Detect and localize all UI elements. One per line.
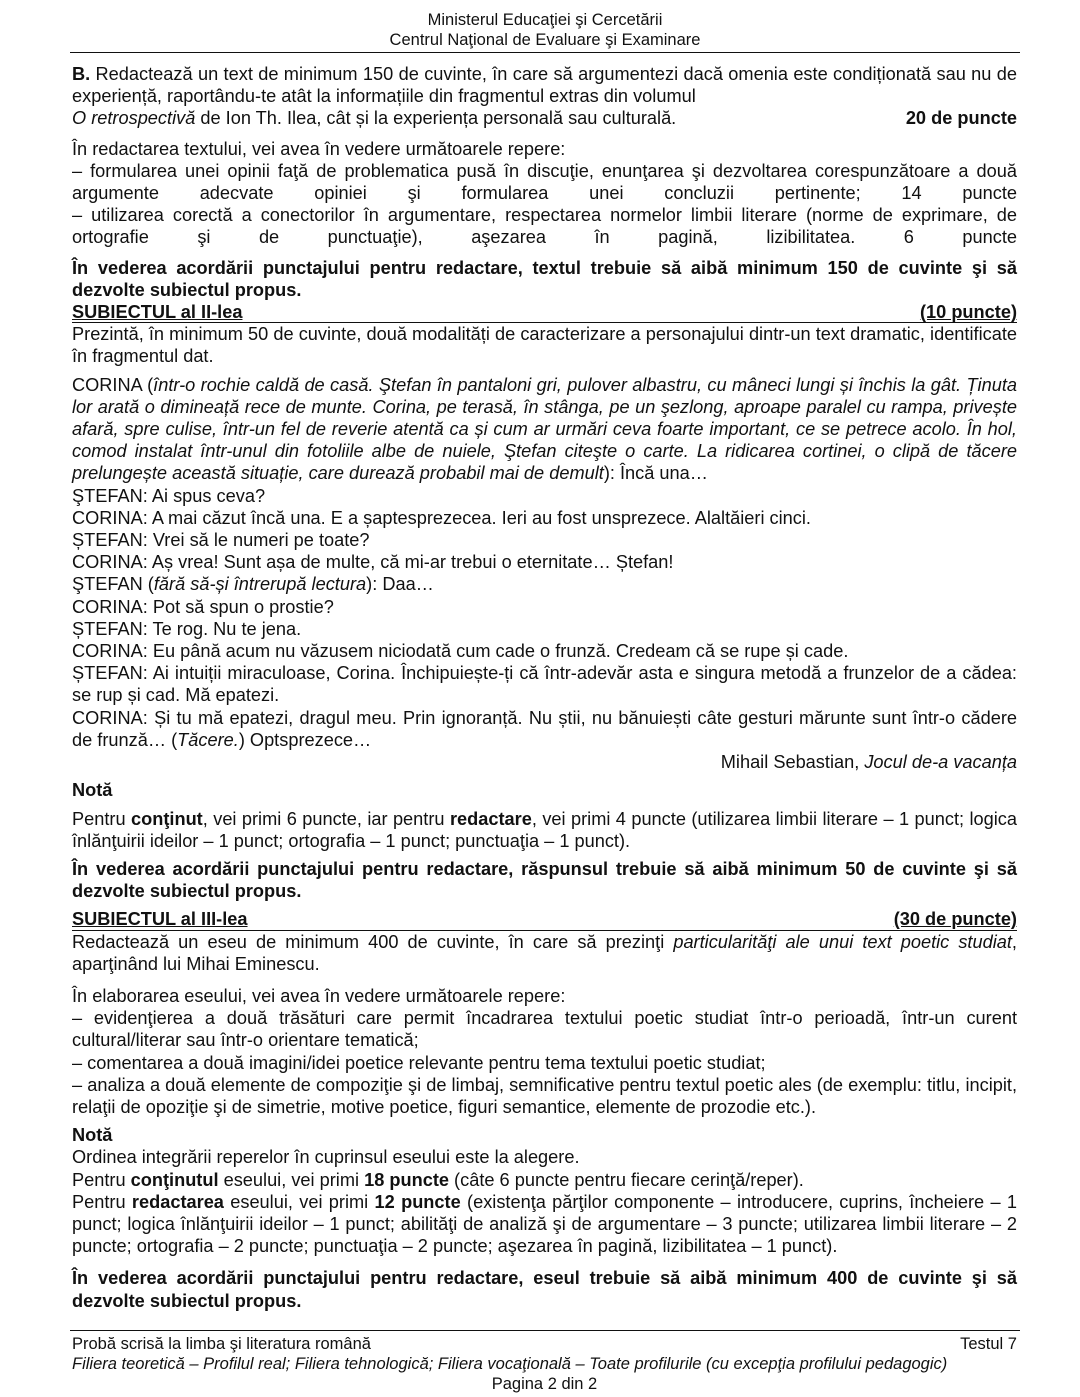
section-b-label: B.: [72, 64, 91, 84]
subject2-points: (10 puncte): [919, 302, 1017, 323]
section-b-item2: [72, 204, 1017, 248]
footer-row: [72, 1334, 1017, 1354]
page-footer: [72, 1334, 1017, 1394]
fragment-source: [72, 751, 1017, 773]
note-bold: redactare: [449, 808, 532, 829]
stage-direction: fără să-și întrerupă lectura: [153, 574, 367, 595]
note-bold: 18 puncte: [364, 1169, 449, 1190]
source-author: Mihail Sebastian,: [720, 752, 865, 773]
note-text: (câte 6 puncte pentru fiecare cerinţă/reper).: [449, 1169, 804, 1190]
subject3-note3: [72, 1191, 1017, 1258]
subject2-task: Prezintă, în minimum 50 de cuvinte, două modalități de caracterizare a personajului dintr-un text dramatic, identificate în fragmentul dat.: [72, 324, 1017, 367]
dialogue-line-5: CORINA: Aș vrea! Sunt așa de multe, că mi-ar trebui o eternitate… Ștefan!: [72, 552, 674, 573]
dialogue-text: CORINA: Și tu mă epatezi, dragul meu. Prin ignoranță. Nu știi, nu bănuiești câte gesturi mărunte sunt într-o cădere de frunză… (: [72, 707, 1017, 750]
note-text: eseului, vei primi: [223, 1191, 375, 1212]
task-text: Redactează un eseu de minimum 400 de cuvinte, în care să prezinţi: [72, 931, 674, 952]
dialogue-text: ) Optsprezece…: [238, 729, 372, 750]
dialogue-line-4: ȘTEFAN: Vrei să le numeri pe toate?: [72, 530, 370, 551]
note-text: Pentru: [72, 1169, 131, 1190]
dialogue-line-6: [72, 573, 1017, 595]
subject3-points: (30 de puncte): [893, 909, 1017, 930]
subject3-note-title: Notă: [72, 1125, 113, 1146]
work-author-text: de Ion Th. Ilea, cât și la experiența personală sau culturală.: [195, 108, 677, 129]
dialogue-line-2: ŞTEFAN: Ai spus ceva?: [72, 485, 266, 506]
section-b-item1-text: – formularea unei opinii faţă de problematica pusă în discuţie, enunţarea şi dezvoltarea corespunzătoare a două argumente adecvate opiniei şi formularea unei concluzii pertinente;: [72, 160, 1017, 204]
note-bold: conţinutul: [130, 1169, 219, 1190]
section-b-task-end: [72, 107, 1017, 129]
section-b-item2-text: – utilizarea corectă a conectorilor în argumentare, respectarea normelor limbii literare (norme de exprimare, de ortografie şi de punctuaţie), aşezarea în pagină, lizibilitatea.: [72, 205, 1017, 248]
task-text: , aparţinând lui Mihai Eminescu.: [72, 931, 1017, 974]
dialogue-line-11: [72, 707, 1017, 751]
note-bold: 12 puncte: [374, 1191, 461, 1212]
footer-rule: [70, 1330, 1020, 1331]
subject2-heading: [72, 301, 1017, 323]
dialogue-line-9: CORINA: Eu până acum nu văzusem niciodată cum cade o frunză. Credeam că se rupe și cade.: [72, 641, 849, 662]
section-b-item2-points: 6 puncte: [903, 227, 1017, 248]
stage-direction: într-o rochie caldă de casă. Ştefan în pantaloni gri, pulover albastru, cu mâneci lungi și închis la gât. Ținuta lor arată o dimineață rece de munte. Corina, pe terasă, în stânga, pe un şezlong, aproape paralel cu rampa, privește afară, spre culise, într-un fel de reverie atentă ca și cum ar urmări ceva foarte important, ce se petrece acolo. În hol, comod instalat într-unul din fotoliile albe de nuiele, Ştefan citeşte o carte. La ridicarea cortinei, o clipă de tăcere prelungește această situație, care durează probabil mai de demult: [72, 374, 1017, 484]
footer-page-number: Pagina 2 din 2: [491, 1375, 598, 1393]
stage-direction: Tăcere.: [177, 729, 239, 750]
section-b-text: Redactează un text de minimum 150 de cuvinte, în care să argumentezi dacă omenia este condiționată sau nu de experiență, raportându-te atât la informațiile din fragmentul extras din volumul: [72, 64, 1017, 107]
subject3-item2: – comentarea a două imagini/idei poetice relevante pentru tema textului poetic studiat;: [72, 1052, 766, 1073]
subject3-note2: [72, 1169, 1017, 1191]
dialogue-speaker: ŞTEFAN (: [72, 574, 154, 595]
note-text: Pentru: [72, 808, 132, 829]
subject2-requirement: În vederea acordării punctajului pentru redactare, răspunsul trebuie să aibă minimum 50 de cuvinte şi să dezvolte subiectul propus.: [72, 858, 1017, 902]
section-b-points: 20 de puncte: [905, 108, 1017, 129]
subject3-title: SUBIECTUL al III-lea: [72, 909, 248, 930]
section-b-item1: [72, 160, 1017, 204]
header-rule: [70, 52, 1020, 53]
note-text: , vei primi 6 puncte, iar pentru: [202, 808, 450, 829]
dialogue-line-7: CORINA: Pot să spun o prostie?: [72, 596, 334, 617]
section-b-task: [72, 63, 1017, 107]
work-title: O retrospectivă: [72, 108, 196, 129]
dialogue-line-1: [72, 374, 1017, 485]
source-title: Jocul de-a vacanța: [864, 752, 1017, 773]
subject3-intro: În elaborarea eseului, vei avea în vedere următoarele repere:: [72, 985, 566, 1006]
subject2-title: SUBIECTUL al II-lea: [72, 302, 243, 323]
page-header: [70, 10, 1020, 50]
subject3-requirement: În vederea acordării punctajului pentru redactare, eseul trebuie să aibă minimum 400 de cuvinte şi să dezvolte subiectul propus.: [72, 1268, 1017, 1311]
section-b-intro: În redactarea textului, vei avea în vedere următoarele repere:: [72, 138, 566, 159]
note-bold: redactarea: [131, 1191, 224, 1212]
dialogue-text: ): Daa…: [366, 574, 434, 595]
subject3-item1: – evidenţierea a două trăsături care permit încadrarea textului poetic studiat într-o perioadă, într-un curent cultural/literar sau într-o orientare tematică;: [72, 1008, 1017, 1051]
subject3-heading: [72, 908, 1017, 930]
header-ministry: Ministerul Educaţiei şi Cercetării: [427, 11, 663, 29]
section-b-item1-points: 14 puncte: [901, 183, 1017, 204]
section-b-requirement: În vederea acordării punctajului pentru redactare, textul trebuie să aibă minimum 150 de cuvinte şi să dezvolte subiectul propus.: [72, 257, 1017, 300]
note-bold: conţinut: [131, 808, 203, 829]
dialogue-line-3: CORINA: A mai căzut încă una. E a șaptesprezecea. Ieri au fost unsprezece. Alaltăieri cinci.: [72, 507, 811, 528]
note-text: Pentru: [72, 1191, 132, 1212]
page-body: [72, 63, 1017, 1312]
footer-exam: Probă scrisă la limba şi literatura română: [72, 1335, 371, 1353]
subject2-note: [72, 808, 1017, 852]
subject3-note1: Ordinea integrării reperelor în cuprinsul eseului este la alegere.: [72, 1147, 580, 1168]
subject3-task: [72, 931, 1017, 975]
note-text: , vei primi 4 puncte (utilizarea limbii literare – 1 punct; logica înlănţuirii ideilor – 1 punct; ortografia – 1 punct; punctuaţia – 1 punct).: [72, 808, 1018, 851]
subject2-note-title: Notă: [72, 780, 113, 801]
note-text: (existenţa părţilor componente – introducere, cuprins, încheiere – 1 punct; logica înlănţuirii ideilor – 1 punct; abilităţi de analiză şi de argumentare – 3 puncte; utilizarea limbii literare – 2 puncte; ortografia – 2 puncte; punctuaţia – 2 puncte; aşezarea în pagină, lizibilitatea – 1 punct).: [72, 1191, 1017, 1257]
task-italic: particularităţi ale unui text poetic studiat: [673, 931, 1012, 952]
dialogue-speaker: CORINA (: [72, 374, 154, 395]
dialogue-line-10: ȘTEFAN: Ai intuiții miraculoase, Corina. Închipuiește-ți că într-adevăr asta e singura metodă a frunzelor de a cădea: se rup și cad. Mă epatezi.: [72, 663, 1017, 706]
header-center: Centrul Naţional de Evaluare şi Examinare: [389, 31, 701, 49]
note-text: eseului, vei primi: [218, 1169, 365, 1190]
dialogue-line-8: ȘTEFAN: Te rog. Nu te jena.: [72, 618, 302, 639]
footer-filiera: Filiera teoretică – Profilul real; Filiera tehnologică; Filiera vocaţională – Toate profilurile (cu excepţia profilului pedagogic): [72, 1355, 948, 1373]
footer-test: Testul 7: [960, 1335, 1017, 1353]
subject3-item3: – analiza a două elemente de compoziţie şi de limbaj, semnificative pentru textul poetic ales (de exemplu: titlu, incipit, relaţii de opoziţie şi de simetrie, motive poetice, figuri semantice, elemente de prozodie etc.).: [72, 1074, 1017, 1117]
dialogue-text: ): Încă una…: [603, 463, 708, 484]
